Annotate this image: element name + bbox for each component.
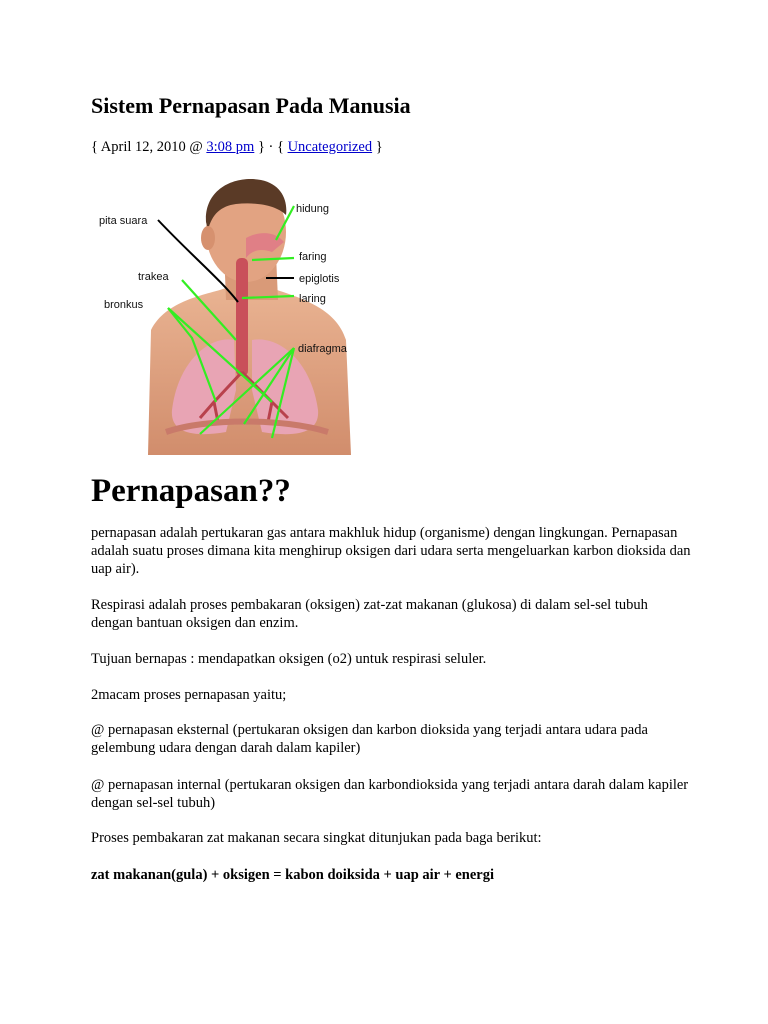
category-link[interactable]: Uncategorized <box>287 139 373 155</box>
paragraph-macam: 2macam proses pernapasan yaitu; <box>91 687 287 703</box>
label-pita-suara: pita suara <box>99 215 148 227</box>
paragraph-tujuan: Tujuan bernapas : mendapatkan oksigen (o2) untuk respirasi seluler. <box>91 651 487 667</box>
equation-text: zat makanan(gula) + oksigen = kabon doiksida + uap air + energi <box>91 867 495 883</box>
paragraph-definition: pernapasan adalah pertukaran gas antara makhluk hidup (organisme) dengan lingkungan. Pernapasan adalah suatu proses dimana kita menghirup oksigen dari udara serta mengeluarkan karbon dioksida dan uap air). <box>91 525 691 577</box>
label-bronkus: bronkus <box>104 299 144 311</box>
label-faring: faring <box>299 251 327 263</box>
trachea-tube <box>236 258 248 376</box>
section-heading: Pernapasan?? <box>91 473 291 509</box>
label-diafragma: diafragma <box>298 343 347 355</box>
ear-shape <box>201 226 215 250</box>
post-meta <box>91 138 383 156</box>
label-epiglotis: epiglotis <box>299 273 340 285</box>
paragraph-respirasi: Respirasi adalah proses pembakaran (oksigen) zat-zat makanan (glukosa) di dalam sel-sel tubuh dengan bantuan oksigen dan enzim. <box>91 597 648 631</box>
paragraph-internal: @ pernapasan internal (pertukaran oksigen dan karbondioksida yang terjadi antara darah dalam kapiler dengan sel-sel tubuh) <box>91 777 689 811</box>
label-trakea: trakea <box>138 271 169 283</box>
paragraph-proses: Proses pembakaran zat makanan secara singkat ditunjukan pada baga berikut: <box>91 830 542 846</box>
post-title: Sistem Pernapasan Pada Manusia <box>91 93 411 118</box>
meta-separator: } · { <box>254 139 288 155</box>
meta-date: { April 12, 2010 @ <box>91 139 207 155</box>
meta-close: } <box>372 139 383 155</box>
label-hidung: hidung <box>296 203 330 215</box>
paragraph-eksternal: @ pernapasan eksternal (pertukaran oksigen dan karbon dioksida yang terjadi antara udara pada gelembung udara dengan darah dalam kapiler) <box>91 722 648 756</box>
respiratory-system-illustration <box>96 170 371 455</box>
time-link[interactable]: 3:08 pm <box>206 139 255 155</box>
label-laring: laring <box>299 293 326 305</box>
